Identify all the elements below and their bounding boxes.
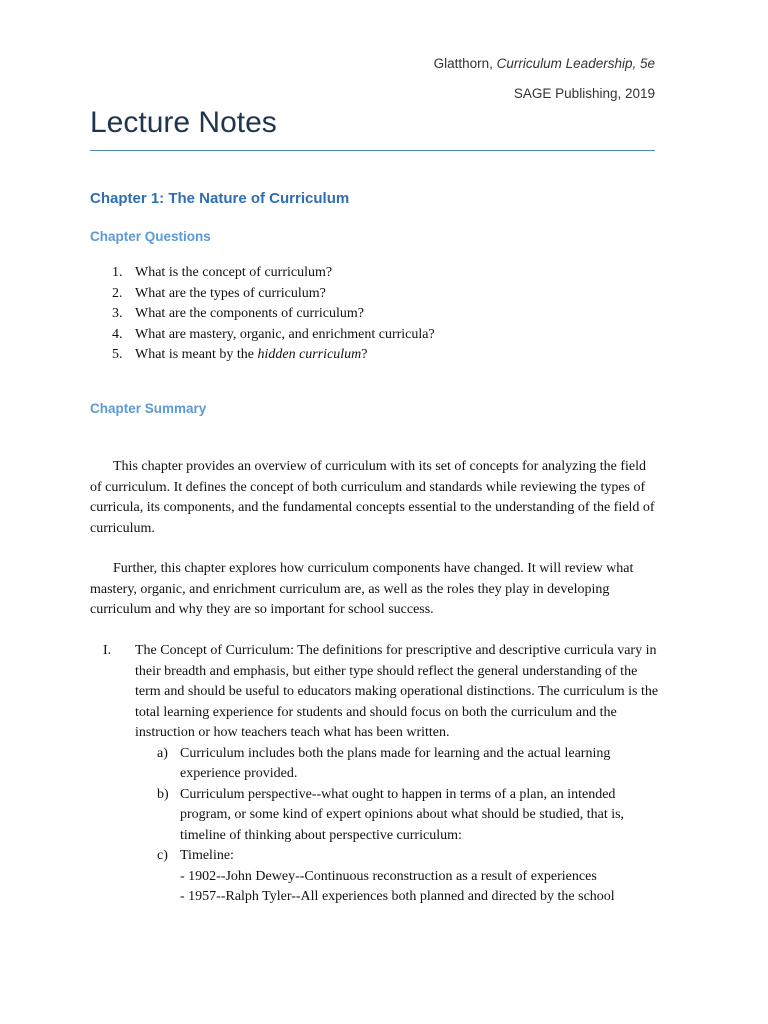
timeline-entry: - 1902--John Dewey--Continuous reconstruction as a result of experiences [180,868,597,884]
question-number: 5. [112,347,123,362]
book-title: Curriculum Leadership, 5e [496,56,655,71]
subitem-text: Curriculum perspective--what ought to happen in terms of a plan, an intended program, or some kind of expert opinions about what should be studied, that is, timeline of thinking about perspective curriculum: [180,786,625,843]
outline-subitem-c [135,846,660,908]
chapter-summary-heading: Chapter Summary [90,401,207,416]
header-author [434,56,655,71]
header-publisher: SAGE Publishing, 2019 [513,86,655,101]
summary-paragraph-2: Further, this chapter explores how curriculum components have changed. It will review what mastery, organic, and enrichment curriculum are, as well as the roles they play in developing curriculum and why they are so important for school success. [90,561,634,617]
timeline-entry: - 1957--Ralph Tyler--All experiences both planned and directed by the school [180,889,615,904]
outline-text: The Concept of Curriculum: The definitions for prescriptive and descriptive curricula vary in their breadth and emphasis, but either type should reflect the general understanding of the term and should be useful to educators making operational distinctions. The curriculum is the total learning experience for students and should focus on both the curriculum and the instruction or how teachers teach what has been written. [135,643,659,740]
question-item [90,304,655,325]
chapter-heading: Chapter 1: The Nature of Curriculum [90,190,350,207]
question-number: 1. [112,265,123,280]
question-item [90,345,655,366]
question-text-italic: hidden curriculum [257,347,362,362]
question-item [90,284,655,305]
outline-section [90,641,660,908]
question-number: 4. [112,326,123,342]
question-text [135,347,368,362]
chapter-questions-heading: Chapter Questions [90,229,211,244]
question-text-end: ? [361,347,368,362]
page-title: Lecture Notes [90,106,277,139]
question-number: 2. [112,285,123,301]
question-text-start: What is meant by the [135,347,258,362]
chapter-questions-list [90,263,655,366]
subitem-marker: c) [157,848,168,863]
subitem-text: Curriculum includes both the plans made for learning and the actual learning experience provided. [180,745,611,781]
outline-item-concept [90,641,660,908]
question-item [90,263,655,284]
subitem-marker: b) [157,786,169,802]
subitem-text: Timeline: [180,848,234,863]
question-number: 3. [112,306,123,321]
outline-subitem-b [135,785,660,847]
question-text: What are the types of curriculum? [135,285,326,301]
question-text: What are mastery, organic, and enrichment curricula? [135,326,435,342]
outline-marker: I. [103,643,112,658]
author-name: Glatthorn, [433,56,493,71]
outline-subitems [135,744,660,908]
subitem-marker: a) [157,745,168,761]
question-text: What is the concept of curriculum? [135,265,333,280]
title-divider [90,150,655,151]
summary-paragraph-1: This chapter provides an overview of curriculum with its set of concepts for analyzing the field of curriculum. It defines the concept of both curriculum and standards while reviewing the types of curricula, its components, and the fundamental concepts essential to the understanding of the field of curriculum. [90,459,655,536]
question-item [90,325,655,346]
question-text: What are the components of curriculum? [135,306,364,321]
outline-subitem-a [135,744,660,785]
